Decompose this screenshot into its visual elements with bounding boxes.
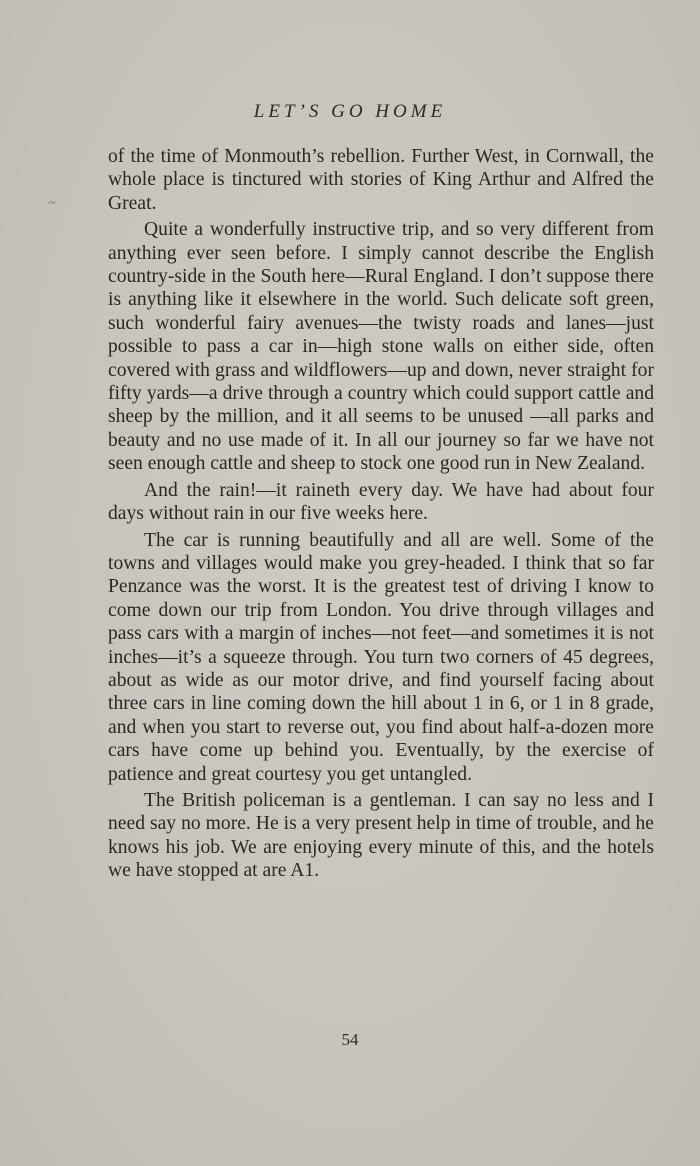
running-title: LET’S GO HOME <box>253 101 447 122</box>
paragraph-rain: And the rain!—it raineth every day. We have had about four days without rain in our five weeks here. <box>108 479 654 525</box>
body-text <box>108 145 654 883</box>
paragraph-car-driving: The car is running beautifully and all are well. Some of the towns and villages would make you grey-headed. I think that so far Penzance was the worst. It is the greatest test of driving I know to come down our trip from London. You drive through villages and pass cars with a margin of inches—not feet—and sometimes it is not inches—it’s a squeeze through. You turn two corners of 45 degrees, about as wide as our motor drive, and find yourself facing about three cars in line coming down the hill about 1 in 6, or 1 in 8 grade, and when you start to reverse out, you find about half-a-dozen more cars have come up behind you. Eventually, by the exercise of patience and great courtesy you get untangled. <box>108 529 654 785</box>
paragraph-continuation: of the time of Monmouth’s rebellion. Further West, in Cornwall, the whole place is tinctured with stories of King Arthur and Alfred the Great. <box>108 146 654 214</box>
margin-mark: ~ <box>48 196 56 211</box>
paragraph-rural-england: Quite a wonderfully instructive trip, and so very different from anything ever seen before. I simply cannot describe the English country-side in the South here—Rural England. I don’t suppose there is anything like it elsewhere in the world. Such delicate soft green, such wonderful fairy avenues—the twisty roads and lanes—just possible to pass a car in—high stone walls on either side, often covered with grass and wildflowers—up and down, never straight for fifty yards—a drive through a country which could support cattle and sheep by the million, and it all seems to be unused —all parks and beauty and no use made of it. In all our journey so far we have not seen enough cattle and sheep to stock one good run in New Zealand. <box>108 219 654 475</box>
paragraph-policeman: The British policeman is a gentleman. I can say no less and I need say no more. He is a very present help in time of trouble, and he knows his job. We are enjoying every minute of this, and the hotels we have stopped at are A1. <box>108 789 654 882</box>
page-number: 54 <box>341 1030 359 1049</box>
